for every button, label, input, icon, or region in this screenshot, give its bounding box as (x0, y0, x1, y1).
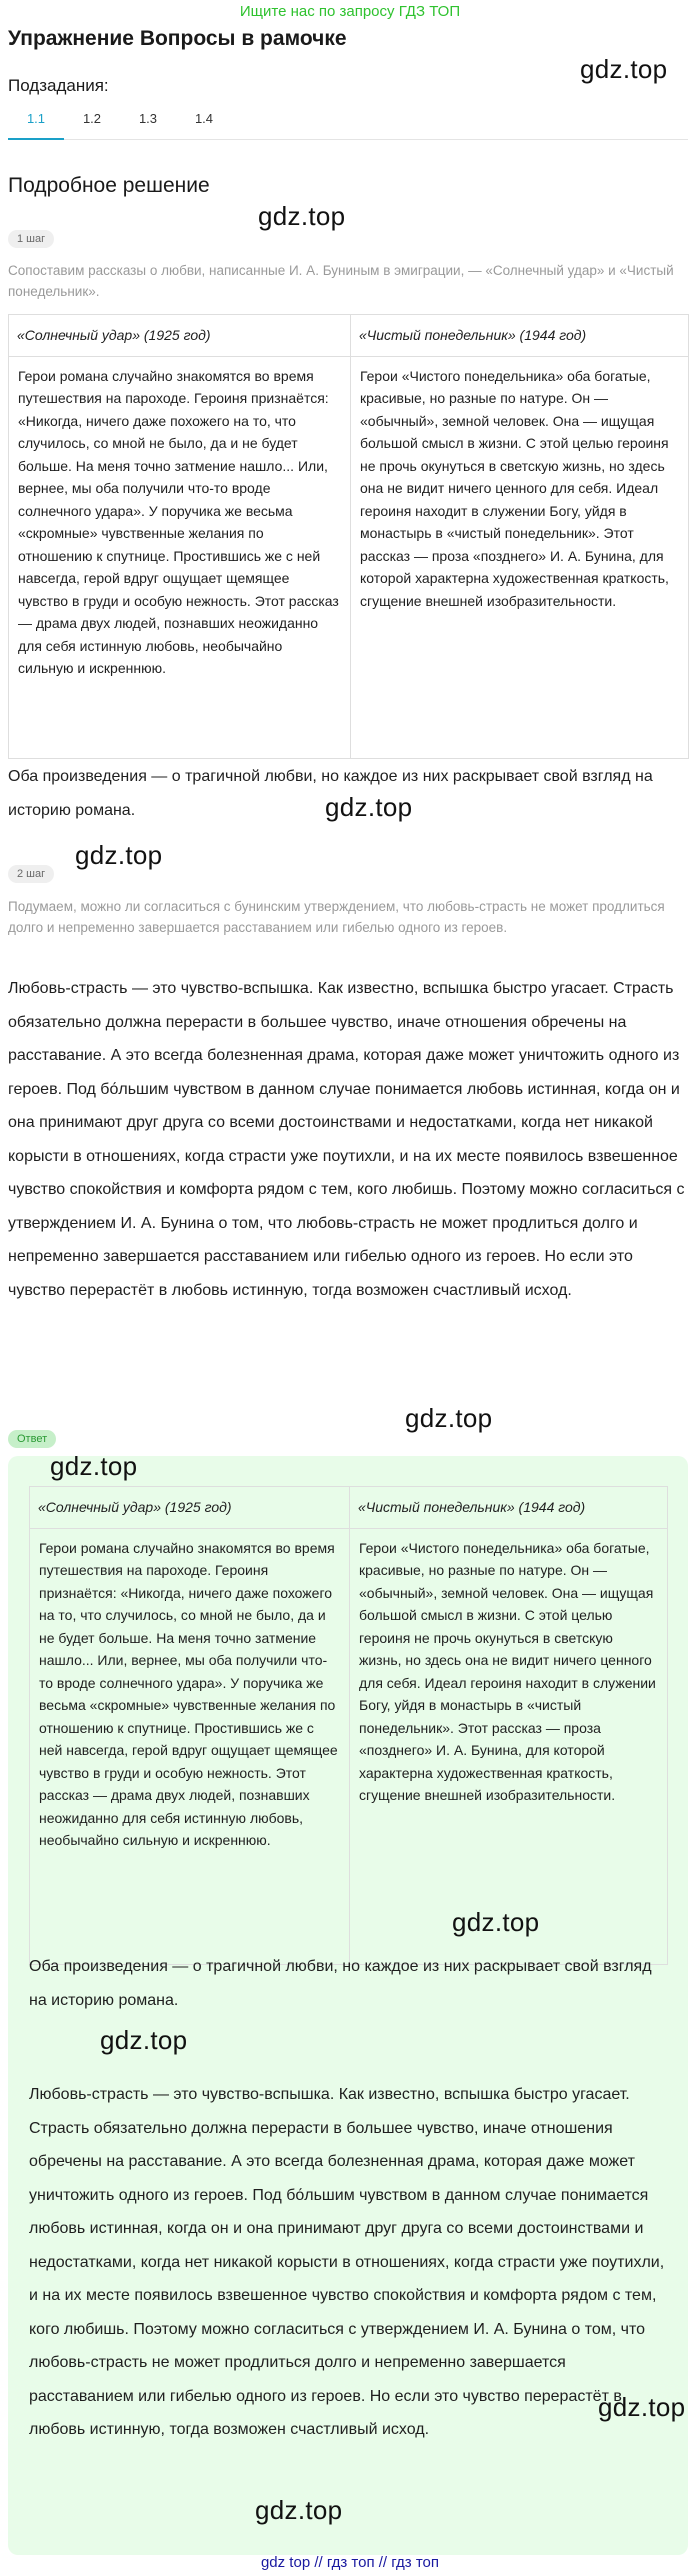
table-cell-1: Герои романа случайно знакомятся во время путешествия на пароходе. Героиня признаётся: «Никогда, ничего даже похожего на то, что случилось, со мной не было, да и не будет больше. На меня точно затмение нашло... Или, вернее, мы оба получили что-то вроде солнечного удара». У поручика же весьма «скромные» чувственные желания по отношению к спутнице. Простившись же с ней навсегда, герой вдруг ощущает щемящее чувство в груди и особую нежность. Этот рассказ — драма двух людей, познавших неожиданно для себя истинную любовь, необычайно сильную и искреннюю. (9, 356, 351, 758)
comparison-table (8, 314, 689, 759)
subtasks-label: Подзадания: (8, 76, 109, 95)
step-1-badge: 1 шаг (8, 230, 54, 248)
subtask-tabs (8, 106, 688, 140)
table-header-2: «Чистый понедельник» (1944 год) (351, 315, 689, 357)
watermark: gdz.top (50, 1451, 138, 1481)
watermark: gdz.top (405, 1403, 493, 1433)
answer-table-cell-1: Герои романа случайно знакомятся во время путешествия на пароходе. Героиня признаётся: «Никогда, ничего даже похожего на то, что случилось, со мной не было, да и не будет больше. На меня точно затмение нашло... Или, вернее, мы оба получили что-то вроде солнечного удара». У поручика же весьма «скромные» чувственные желания по отношению к спутнице. Простившись же с ней навсегда, герой вдруг ощущает щемящее чувство в груди и особую нежность. Этот рассказ — драма двух людей, познавших неожиданно для себя истинную любовь, необычайно сильную и искреннюю. (30, 1528, 350, 1964)
answer-table-header-2: «Чистый понедельник» (1944 год) (350, 1487, 668, 1529)
tab-1-3[interactable]: 1.3 (138, 111, 158, 126)
step-1-conclusion: Оба произведения — о трагичной любви, но каждое из них раскрывает свой взгляд на историю романа. (8, 768, 653, 819)
answer-comparison-table (29, 1486, 668, 1965)
answer-table-cell-2: Герои «Чистого понедельника» оба богатые, красивые, но разные по натуре. Он — «обычный», земной человек. Она — ищущая большой смысл в жизни. С этой целью героиня не прочь окунуться в светскую жизнь, но здесь она не видит ничего ценного для себя. Идеал героиня находит в служении Богу, уйдя в монастырь в «чистый понедельник». Этот рассказ — проза «позднего» И. А. Бунина, для которой характерна художественная краткость, сгущение внешней изобразительности. (350, 1528, 668, 1964)
watermark: gdz.top (255, 2495, 343, 2525)
watermark: gdz.top (580, 54, 668, 84)
step-2-intro: Подумаем, можно ли согласиться с бунинским утверждением, что любовь-страсть не может продлиться долго и непременно завершается расставанием или гибелью одного из героев. (8, 899, 665, 935)
step-1-intro: Сопоставим рассказы о любви, написанные И. А. Буниным в эмиграции, — «Солнечный удар» и «Чистый понедельник». (8, 263, 674, 299)
answer-conclusion: Оба произведения — о трагичной любви, но каждое из них раскрывает свой взгляд на историю романа. (29, 1958, 652, 2009)
answer-badge: Ответ (8, 1430, 56, 1448)
watermark: gdz.top (258, 201, 346, 231)
tab-1-1[interactable]: 1.1 (8, 106, 64, 140)
watermark: gdz.top (452, 1907, 540, 1937)
table-cell-2: Герои «Чистого понедельника» оба богатые, красивые, но разные по натуре. Он — «обычный», земной человек. Она — ищущая большой смысл в жизни. С этой целью героиня не прочь окунуться в светскую жизнь, но здесь она не видит ничего ценного для себя. Идеал героиня находит в служении Богу, уйдя в монастырь в «чистый понедельник». Этот рассказ — проза «позднего» И. А. Бунина, для которой характерна художественная краткость, сгущение внешней изобразительности. (351, 356, 689, 758)
solution-title: Подробное решение (8, 174, 210, 197)
footer-links[interactable]: gdz top // гдз топ // гдз топ (260, 2554, 440, 2571)
tab-1-4[interactable]: 1.4 (194, 111, 214, 126)
step-2-text: Любовь-страсть — это чувство-вспышка. Как известно, вспышка быстро угасает. Страсть обязательно должна перерасти в большее чувство, иначе отношения обречены на расставание. А это всегда болезненная драма, которая даже может уничтожить одного из героев. Под бо́льшим чувством в данном случае понимается любовь истинная, когда он и она принимают друг друга со всеми достоинствами и недостатками, когда нет никакой корысти в отношениях, когда страсти уже поутихли, и на их месте появилось взвешенное чувство спокойствия и комфорта рядом с тем, кого любишь. Поэтому можно согласиться с утверждением И. А. Бунина о том, что любовь-страсть не может продлиться долго и непременно завершается расставанием или гибелью одного из героев. Но если это чувство перерастёт в любовь истинную, тогда возможен счастливый исход. (8, 980, 685, 1299)
step-2-badge: 2 шаг (8, 865, 54, 883)
answer-table-header-1: «Солнечный удар» (1925 год) (30, 1487, 350, 1529)
table-header-1: «Солнечный удар» (1925 год) (9, 315, 351, 357)
watermark: gdz.top (100, 2025, 188, 2055)
tab-1-2[interactable]: 1.2 (82, 111, 102, 126)
watermark: gdz.top (598, 2392, 686, 2422)
search-banner[interactable]: Ищите нас по запросу ГДЗ ТОП (239, 3, 461, 20)
page-title: Упражнение Вопросы в рамочке (8, 27, 347, 50)
answer-text: Любовь-страсть — это чувство-вспышка. Как известно, вспышка быстро угасает. Страсть обязательно должна перерасти в большее чувство, иначе отношения обречены на расставание. А это всегда болезненная драма, которая даже может уничтожить одного из героев. Под бо́льшим чувством в данном случае понимается любовь истинная, когда он и она принимают друг друга со всеми достоинствами и недостатками, когда нет никакой корысти в отношениях, когда страсти уже поутихли, и на их месте появилось взвешенное чувство спокойствия и комфорта рядом с тем, кого любишь. Поэтому можно согласиться с утверждением И. А. Бунина о том, что любовь-страсть не может продлиться долго и непременно завершается расставанием или гибелью одного из героев. Но если это чувство перерастёт в любовь истинную, тогда возможен счастливый исход. (29, 2086, 665, 2438)
watermark: gdz.top (325, 792, 413, 822)
watermark: gdz.top (75, 840, 163, 870)
